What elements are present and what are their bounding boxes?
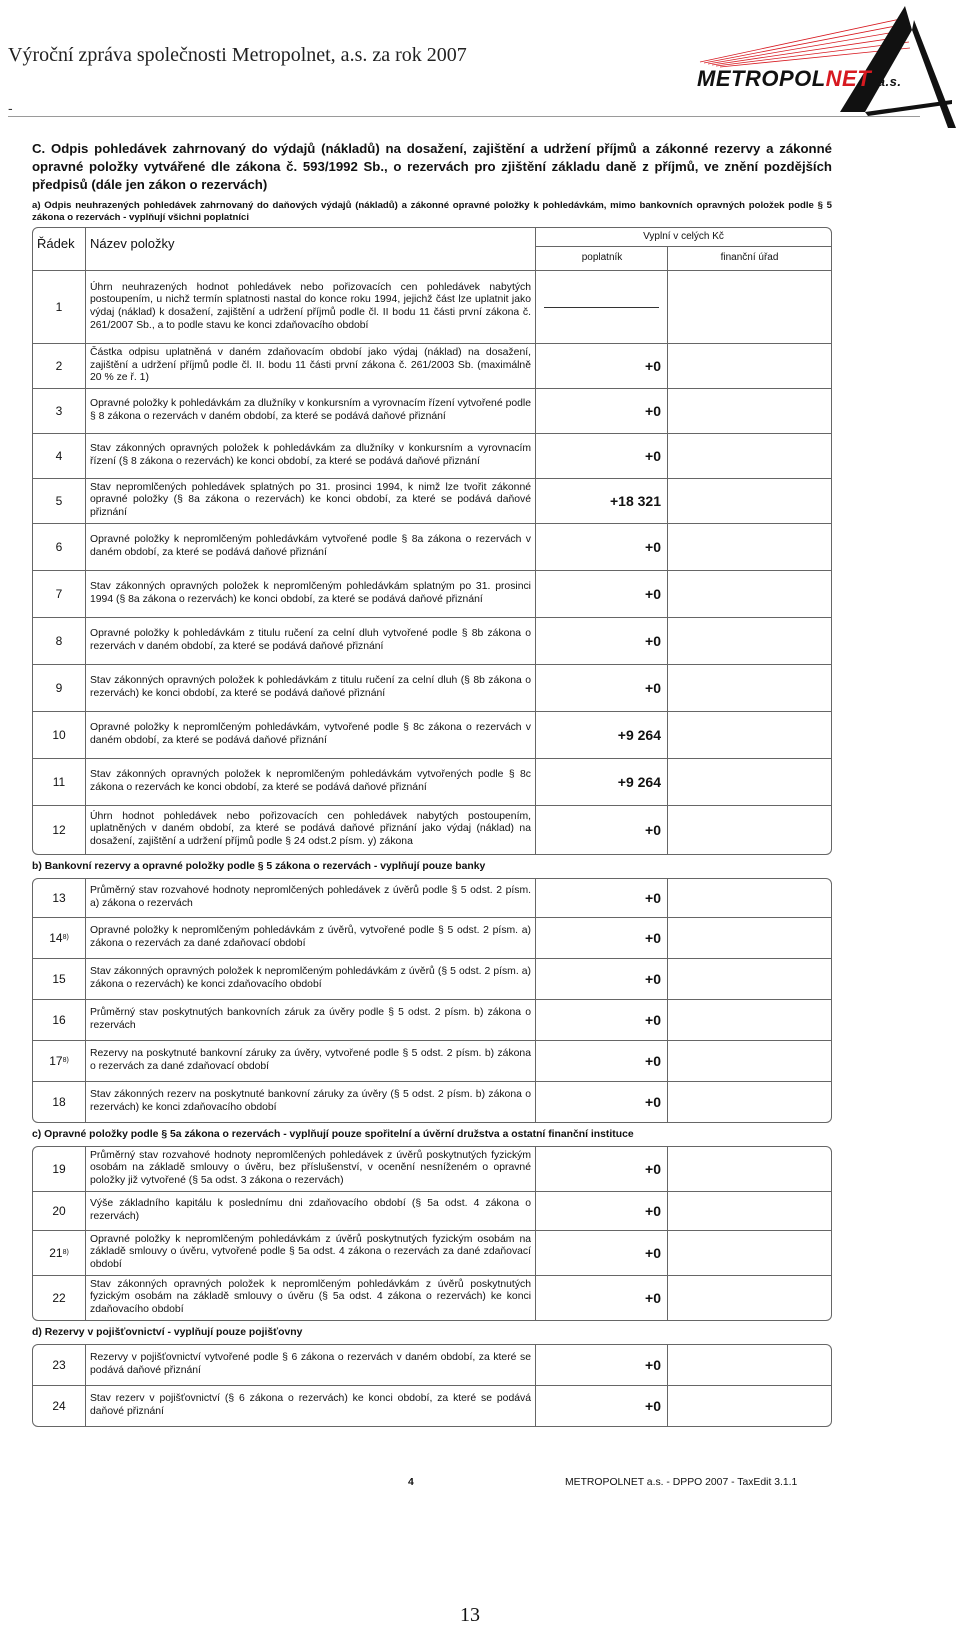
- value-poplatnik[interactable]: +0: [536, 806, 668, 854]
- row-description: Opravné položky k nepromlčeným pohledávkám z úvěrů, vytvořené podle § 5 odst. 2 písm. a) zákona o rezervách za dané zdaňovací období: [86, 918, 536, 958]
- value-poplatnik[interactable]: +0: [536, 1276, 668, 1320]
- value-poplatnik[interactable]: +0: [536, 524, 668, 570]
- table-row: [33, 759, 831, 806]
- value-financni-urad[interactable]: [668, 271, 831, 343]
- table-row: [33, 1231, 831, 1276]
- empty-value-line: [544, 307, 659, 308]
- value-poplatnik[interactable]: +0: [536, 665, 668, 711]
- row-description: Stav zákonných opravných položek k nepromlčeným pohledávkám z úvěrů poskytnutých fyzickým osobám na základě smlouvy o úvěru (§ 5a odst. 4 zákona o rezervách) ke konci zdaňovacího období: [86, 1276, 536, 1320]
- row-number: 11: [33, 759, 86, 805]
- section-d-title: d) Rezervy v pojišťovnictví - vyplňují pouze pojišťovny: [32, 1326, 303, 1338]
- table-d: [32, 1344, 832, 1427]
- row-description: Úhrn neuhrazených hodnot pohledávek nebo pořizovacích cen pohledávek nabytých postoupením, u nichž termín splatnosti nastal do konce roku 1994, jejichž část lze uplatnit jako výdaj (náklad) k dosažení, zajištění a udržení příjmů podle čl. II bodu 11 části první zákona č. 261/2007 Sb., a to podle stavu ke konci zdaňovacího období: [86, 271, 536, 343]
- page-number: 13: [460, 1604, 480, 1626]
- row-description: Stav zákonných opravných položek k nepromlčeným pohledávkám z úvěrů (§ 5 odst. 2 písm. a) zákona o rezervách) ke konci zdaňovacího období: [86, 959, 536, 999]
- table-row: [33, 879, 831, 918]
- table-row: [33, 1147, 831, 1192]
- row-description: Stav zákonných opravných položek k pohledávkám za dlužníky v konkursním a vyrovnacím řízení (§ 8 zákona o rezervách) ke konci období, za které se podává daňové přiznání: [86, 434, 536, 478]
- table-row: [33, 1192, 831, 1231]
- value-poplatnik[interactable]: +0: [536, 1147, 668, 1191]
- report-title: Výroční zpráva společnosti Metropolnet, a.s. za rok 2007: [8, 44, 467, 66]
- col-vyplni: Vyplní v celých Kč: [535, 228, 831, 247]
- value-financni-urad[interactable]: [668, 571, 831, 617]
- col-nazev: Název položky: [90, 236, 175, 251]
- row-number: 2: [33, 344, 86, 388]
- value-financni-urad[interactable]: [668, 1276, 831, 1320]
- value-poplatnik[interactable]: +0: [536, 959, 668, 999]
- section-c-title: C. Odpis pohledávek zahrnovaný do výdajů (nákladů) na dosažení, zajištění a udržení příjmů a zákonné rezervy a zákonné opravné položky vytvářené dle zákona č. 593/1992 Sb., o rezervách pro zjištění základu daně z příjmů, ve znění pozdějších předpisů (dále jen zákon o rezervách): [32, 141, 832, 192]
- value-financni-urad[interactable]: [668, 759, 831, 805]
- table-row: [33, 271, 831, 344]
- row-description: Rezervy na poskytnuté bankovní záruky za úvěry, vytvořené podle § 5 odst. 2 písm. b) zákona o rezervách za dané zdaňovací období: [86, 1041, 536, 1081]
- logo-wordmark: [697, 66, 901, 92]
- form-page-number: 4: [408, 1477, 414, 1488]
- row-description: Průměrný stav rozvahové hodnoty nepromlčených pohledávek z úvěrů podle § 5 odst. 2 písm. a) zákona o rezervách: [86, 879, 536, 917]
- row-number: 20: [33, 1192, 86, 1230]
- row-description: Stav zákonných rezerv na poskytnuté bankovní záruky za úvěry (§ 5 odst. 2 písm. b) zákona o rezervách) ke konci zdaňovacího období: [86, 1082, 536, 1122]
- value-financni-urad[interactable]: [668, 1231, 831, 1275]
- row-description: Stav nepromlčených pohledávek splatných po 31. prosinci 1994, k nimž lze tvořit zákonné opravné položky (§ 8a zákona o rezervách) ke konci období, za které se podává daňové přiznání: [86, 479, 536, 523]
- value-poplatnik[interactable]: +0: [536, 1386, 668, 1426]
- row-number: 24: [33, 1386, 86, 1426]
- row-number: 14 8): [33, 918, 86, 958]
- row-number: 7: [33, 571, 86, 617]
- row-description: Opravné položky k pohledávkám za dlužníky v konkursním a vyrovnacím řízení vytvořené podle § 8 zákona o rezervách v daném období, za které se podává daňové přiznání: [86, 389, 536, 433]
- row-footnote: 8): [62, 1249, 69, 1257]
- table-row: [33, 344, 831, 389]
- row-footnote: 8): [62, 1057, 69, 1065]
- value-poplatnik[interactable]: +0: [536, 1082, 668, 1122]
- row-footnote: 8): [62, 934, 69, 942]
- row-description: Opravné položky k pohledávkám z titulu ručení za celní dluh vytvořené podle § 8b zákona o rezervách v daném období, za které se podává daňové přiznání: [86, 618, 536, 664]
- value-financni-urad[interactable]: [668, 665, 831, 711]
- value-financni-urad[interactable]: [668, 618, 831, 664]
- value-poplatnik[interactable]: +0: [536, 618, 668, 664]
- table-row: [33, 1041, 831, 1082]
- value-financni-urad[interactable]: [668, 1345, 831, 1385]
- table-row: [33, 1345, 831, 1386]
- value-poplatnik[interactable]: +0: [536, 1192, 668, 1230]
- table-row: [33, 618, 831, 665]
- value-poplatnik[interactable]: +0: [536, 918, 668, 958]
- table-row: [33, 918, 831, 959]
- row-number: 1: [33, 271, 86, 343]
- row-description: Částka odpisu uplatněná v daném zdaňovacím období jako výdaj (náklad) na dosažení, zajištění a udržení příjmů podle čl. II. bodu 11 části první zákona č. 261/2003 Sb. (maximálně 20 % ze ř. 1): [86, 344, 536, 388]
- row-description: Výše základního kapitálu k poslednímu dni zdaňovacího období (§ 5a odst. 4 zákona o rezervách): [86, 1192, 536, 1230]
- value-poplatnik[interactable]: +0: [536, 1231, 668, 1275]
- metropolnet-logo-icon: [690, 0, 960, 130]
- col-poplatnik: poplatník: [535, 247, 668, 270]
- value-financni-urad[interactable]: [668, 1147, 831, 1191]
- table-row: [33, 1000, 831, 1041]
- table-row: [33, 1082, 831, 1122]
- row-number: 6: [33, 524, 86, 570]
- row-number: 12: [33, 806, 86, 854]
- section-c-sub-title: c) Opravné položky podle § 5a zákona o rezervách - vyplňují pouze spořitelní a úvěrní družstva a ostatní finanční instituce: [32, 1128, 634, 1140]
- value-poplatnik[interactable]: +0: [536, 434, 668, 478]
- table-row: [33, 524, 831, 571]
- table-a: [32, 227, 832, 855]
- row-description: Rezervy v pojišťovnictví vytvořené podle § 6 zákona o rezervách v daném období, za které se podává daňové přiznání: [86, 1345, 536, 1385]
- row-number: 15: [33, 959, 86, 999]
- table-row: [33, 571, 831, 618]
- value-poplatnik[interactable]: +9 264: [536, 759, 668, 805]
- section-a-title: a) Odpis neuhrazených pohledávek zahrnovaný do daňových výdajů (nákladů) a zákonné opravné položky k pohledávkám, mimo bankovních opravných položek podle § 5 zákona o rezervách - vyplňují všichni poplatníci: [32, 200, 832, 223]
- row-description: Opravné položky k nepromlčeným pohledávkám z úvěrů poskytnutých fyzickým osobám na základě smlouvy o úvěru, vytvořené podle § 5a odst. 4 zákona o rezervách za dané zdaňovací období: [86, 1231, 536, 1275]
- value-financni-urad[interactable]: [668, 524, 831, 570]
- section-b-title: b) Bankovní rezervy a opravné položky podle § 5 zákona o rezervách - vyplňují pouze banky: [32, 860, 486, 872]
- form-id: METROPOLNET a.s. - DPPO 2007 - TaxEdit 3.1.1: [565, 1477, 798, 1488]
- value-poplatnik[interactable]: +0: [536, 1000, 668, 1040]
- value-financni-urad[interactable]: [668, 806, 831, 854]
- row-description: Opravné položky k nepromlčeným pohledávkám vytvořené podle § 8a zákona o rezervách v daném období, za které se podává daňové přiznání: [86, 524, 536, 570]
- table-row: [33, 1276, 831, 1320]
- row-number: 5: [33, 479, 86, 523]
- row-number: 16: [33, 1000, 86, 1040]
- row-description: Průměrný stav rozvahové hodnoty nepromlčených pohledávek z úvěrů poskytnutých fyzickým osobám na základě smlouvy o úvěru, bez příslušenství, v ocenění nesníženém o opravné položky již vytvořené (§ 5a odst. 3 zákona o rezervách): [86, 1147, 536, 1191]
- table-row: [33, 434, 831, 479]
- rows-d: [33, 1345, 831, 1426]
- col-financni-urad: finanční úřad: [667, 247, 831, 270]
- col-radek: Řádek: [37, 236, 75, 251]
- value-poplatnik[interactable]: +0: [536, 1345, 668, 1385]
- table-row: [33, 806, 831, 854]
- value-financni-urad[interactable]: [668, 879, 831, 917]
- value-poplatnik[interactable]: +0: [536, 1041, 668, 1081]
- rows-b: [33, 879, 831, 1122]
- value-financni-urad[interactable]: [668, 959, 831, 999]
- row-description: Úhrn hodnot pohledávek nebo pořizovacích cen pohledávek nabytých postoupením, uplatněných v daném období, za které se podává daňové přiznání jako výdaj (náklad) na dosažení, zajištění a udržení příjmů podle § 24 odst.2 písm. y) zákona: [86, 806, 536, 854]
- rows-a: [33, 271, 831, 854]
- row-description: Stav zákonných opravných položek k pohledávkám z titulu ručení za celní dluh (§ 8b zákona o rezervách) ke konci období, za které se podává daňové přiznání: [86, 665, 536, 711]
- value-financni-urad[interactable]: [668, 479, 831, 523]
- row-number: 21 8): [33, 1231, 86, 1275]
- table-row: [33, 959, 831, 1000]
- row-number: 17 8): [33, 1041, 86, 1081]
- table-row: [33, 665, 831, 712]
- table-row: [33, 712, 831, 759]
- value-financni-urad[interactable]: [668, 389, 831, 433]
- header-dash: -: [8, 100, 13, 116]
- row-description: Stav rezerv v pojišťovnictví (§ 6 zákona o rezervách) ke konci období, za které se podává daňové přiznání: [86, 1386, 536, 1426]
- row-number: 4: [33, 434, 86, 478]
- table-header: [33, 228, 831, 271]
- value-financni-urad[interactable]: [668, 1082, 831, 1122]
- row-description: Stav zákonných opravných položek k nepromlčeným pohledávkám splatným po 31. prosinci 1994 (§ 8a zákona o rezervách) ke konci období, za které se podává daňové přiznání: [86, 571, 536, 617]
- row-description: Opravné položky k nepromlčeným pohledávkám, vytvořené podle § 8c zákona o rezervách v daném období, za které se podává daňové přiznání: [86, 712, 536, 758]
- logo-text-main: METROPOL: [697, 66, 826, 91]
- rows-c: [33, 1147, 831, 1320]
- table-c: [32, 1146, 832, 1321]
- value-financni-urad[interactable]: [668, 918, 831, 958]
- row-number: 19: [33, 1147, 86, 1191]
- row-number: 22: [33, 1276, 86, 1320]
- table-row: [33, 389, 831, 434]
- row-number: 9: [33, 665, 86, 711]
- value-poplatnik[interactable]: +0: [536, 571, 668, 617]
- value-poplatnik[interactable]: +18 321: [536, 479, 668, 523]
- row-number: 3: [33, 389, 86, 433]
- value-financni-urad[interactable]: [668, 712, 831, 758]
- row-number: 23: [33, 1345, 86, 1385]
- value-financni-urad[interactable]: [668, 1041, 831, 1081]
- row-number: 8: [33, 618, 86, 664]
- row-number: 10: [33, 712, 86, 758]
- value-poplatnik[interactable]: [536, 271, 668, 343]
- value-financni-urad[interactable]: [668, 1000, 831, 1040]
- table-b: [32, 878, 832, 1123]
- logo-text-red: NET: [825, 66, 872, 91]
- value-poplatnik[interactable]: +9 264: [536, 712, 668, 758]
- value-financni-urad[interactable]: [668, 434, 831, 478]
- value-poplatnik[interactable]: +0: [536, 879, 668, 917]
- value-financni-urad[interactable]: [668, 1192, 831, 1230]
- row-description: Průměrný stav poskytnutých bankovních záruk za úvěry podle § 5 odst. 2 písm. b) zákona o rezervách: [86, 1000, 536, 1040]
- value-financni-urad[interactable]: [668, 1386, 831, 1426]
- logo-text-suffix: a.s.: [877, 74, 902, 89]
- table-row: [33, 1386, 831, 1426]
- row-number: 18: [33, 1082, 86, 1122]
- row-number: 13: [33, 879, 86, 917]
- form-scan: [32, 140, 832, 1427]
- value-financni-urad[interactable]: [668, 344, 831, 388]
- value-poplatnik[interactable]: +0: [536, 389, 668, 433]
- row-description: Stav zákonných opravných položek k nepromlčeným pohledávkám vytvořených podle § 8c zákona o rezervách ke konci období, za které se podává daňové přiznání: [86, 759, 536, 805]
- value-poplatnik[interactable]: +0: [536, 344, 668, 388]
- table-row: [33, 479, 831, 524]
